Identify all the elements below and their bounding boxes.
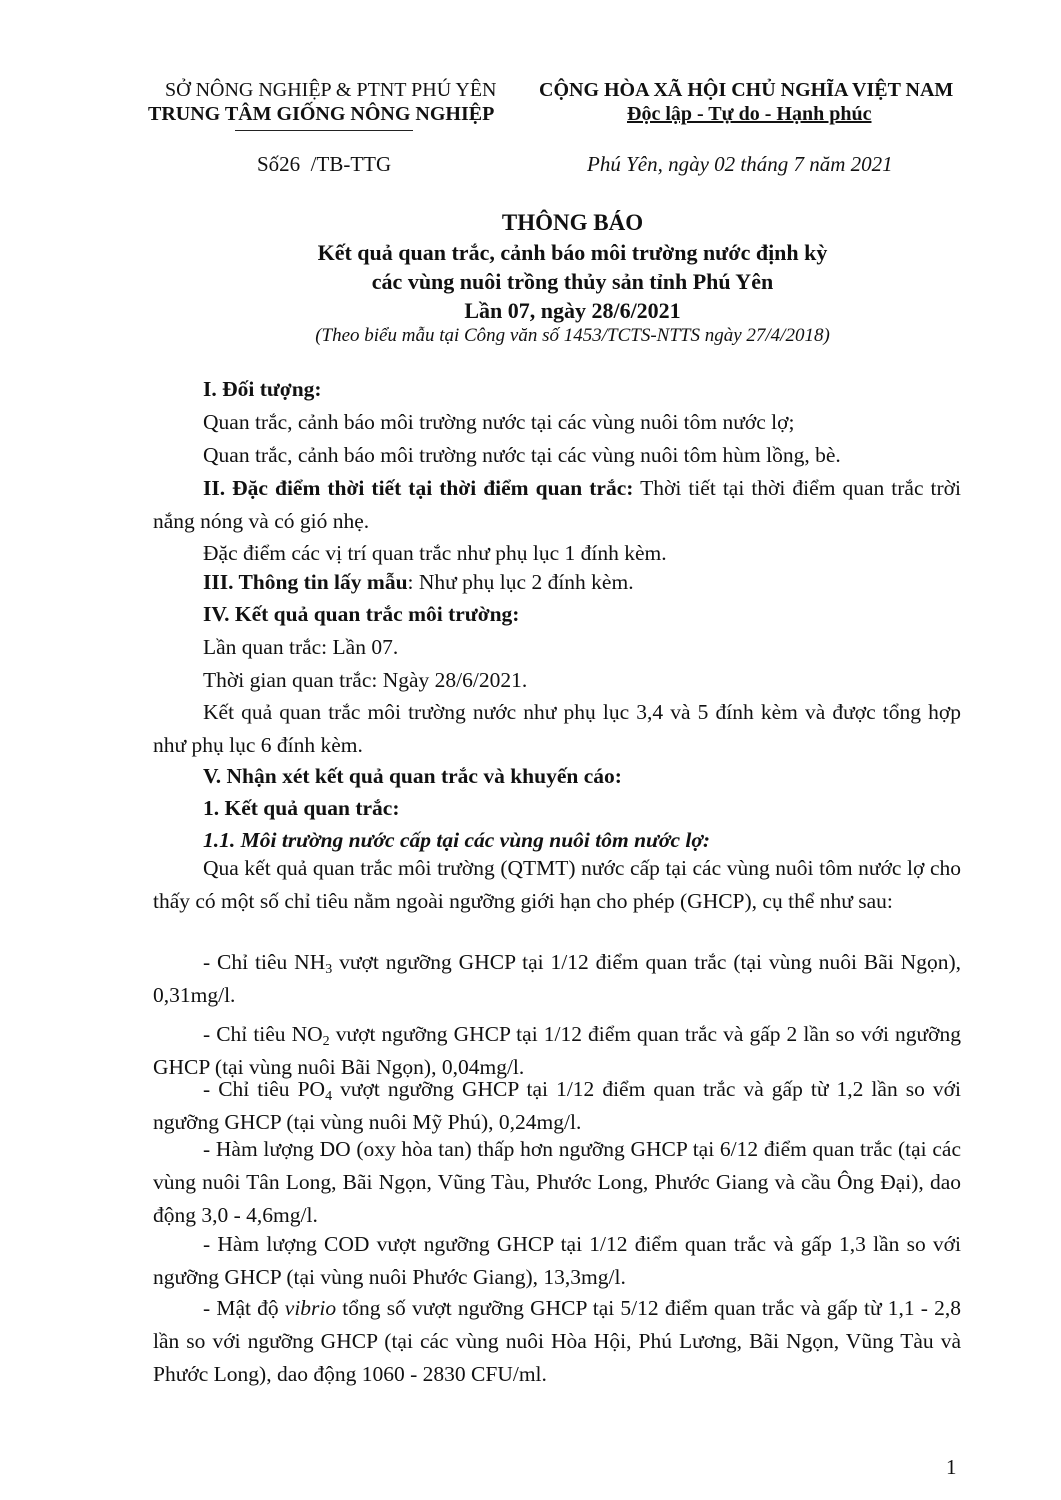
section-3-heading: III. Thông tin lấy mẫu [203, 570, 408, 594]
bullet-po4-pre: - Chỉ tiêu PO [203, 1077, 326, 1101]
section-1-item-1: Quan trắc, cảnh báo môi trường nước tại các vùng nuôi tôm nước lợ; [203, 410, 795, 434]
bullet-vibrio-post: tổng số vượt ngưỡng GHCP tại 5/12 điểm quan trắc và gấp từ 1,1 - 2,8 lần so với ngưỡng GHCP (tại các vùng nuôi Hòa Hội, Phú Lương, Bãi Ngọn, Vũng Tàu và Phước Long), dao động 1060 - 2830 CFU/ml. [153, 1296, 961, 1386]
bullet-do: - Hàm lượng DO (oxy hòa tan) thấp hơn ngưỡng GHCP tại 6/12 điểm quan trắc (tại các vùng nuôi Tân Long, Bãi Ngọn, Vũng Tàu, Phước Long, Phước Giang và cầu Ông Đại), dao động 3,0 - 4,6mg/l. [153, 1137, 961, 1227]
section-5-heading: V. Nhận xét kết quả quan trắc và khuyến cáo: [203, 764, 622, 788]
section-1-item-2: Quan trắc, cảnh báo môi trường nước tại các vùng nuôi tôm hùm lồng, bè. [203, 443, 841, 467]
bullet-po4 [153, 1073, 961, 1139]
section-1-heading: I. Đối tượng: [203, 377, 322, 401]
org-underline [235, 130, 413, 131]
place-date: Phú Yên, ngày 02 tháng 7 năm 2021 [587, 152, 893, 176]
title-line-1: Kết quả quan trắc, cảnh báo môi trường nước định kỳ [317, 240, 828, 265]
bullet-no2-pre: - Chỉ tiêu NO [203, 1022, 323, 1046]
section-2-paragraph [153, 472, 961, 538]
country-line-1: CỘNG HÒA XÃ HỘI CHỦ NGHĨA VIỆT NAM [539, 79, 954, 101]
country-line-2: Độc lập - Tự do - Hạnh phúc [627, 103, 872, 125]
section-5-1-heading: 1. Kết quả quan trắc: [203, 796, 400, 820]
section-4-item-1: Lần quan trắc: Lần 07. [203, 635, 399, 659]
section-3-text: : Như phụ lục 2 đính kèm. [407, 570, 634, 594]
section-2-item-2: Đặc điểm các vị trí quan trắc như phụ lục 1 đính kèm. [203, 541, 667, 565]
bullet-po4-sub: 4 [325, 1089, 333, 1104]
bullet-vibrio [153, 1292, 961, 1391]
section-3-paragraph [203, 566, 634, 599]
section-4-item-2: Thời gian quan trắc: Ngày 28/6/2021. [203, 668, 528, 692]
section-2-text: Thời tiết tại thời điểm quan trắc trời nắng nóng và có gió nhẹ. [153, 476, 961, 533]
bullet-no2-sub: 2 [322, 1034, 330, 1049]
bullet-nh3-pre: - Chỉ tiêu NH [203, 950, 326, 974]
bullet-po4-post: vượt ngưỡng GHCP tại 1/12 điểm quan trắc và gấp từ 1,2 lần so với ngưỡng GHCP (tại vùng nuôi Mỹ Phú), 0,24mg/l. [153, 1077, 961, 1134]
org-line-2: TRUNG TÂM GIỐNG NÔNG NGHIỆP [148, 103, 495, 125]
title-line-3: Lần 07, ngày 28/6/2021 [464, 298, 681, 323]
section-4-item-3: Kết quả quan trắc môi trường nước như phụ lục 3,4 và 5 đính kèm và được tổng hợp như phụ lục 6 đính kèm. [153, 700, 961, 757]
title-line-2: các vùng nuôi trồng thủy sản tỉnh Phú Yên [371, 269, 774, 294]
document-title: THÔNG BÁO [501, 210, 644, 235]
bullet-nh3 [153, 946, 961, 1012]
document-number: Số26 /TB-TTG [257, 152, 392, 176]
bullet-nh3-post: vượt ngưỡng GHCP tại 1/12 điểm quan trắc (tại vùng nuôi Bãi Ngọn), 0,31mg/l. [153, 950, 961, 1007]
bullet-nh3-sub: 3 [325, 962, 333, 977]
section-5-1-1-heading: 1.1. Môi trường nước cấp tại các vùng nuôi tôm nước lợ: [203, 828, 711, 852]
bullet-vibrio-italic: vibrio [284, 1296, 337, 1320]
bullet-cod: - Hàm lượng COD vượt ngưỡng GHCP tại 1/12 điểm quan trắc và gấp 1,3 lần so với ngưỡng GHCP (tại vùng nuôi Phước Giang), 13,3mg/l. [153, 1232, 961, 1289]
bullet-vibrio-pre: - Mật độ [203, 1296, 285, 1320]
page-number: 1 [946, 1455, 957, 1479]
title-note: (Theo biểu mẫu tại Công văn số 1453/TCTS-NTTS ngày 27/4/2018) [315, 325, 830, 346]
section-2-heading: II. Đặc điểm thời tiết tại thời điểm quan trắc: [203, 476, 634, 500]
org-line-1: SỞ NÔNG NGHIỆP & PTNT PHÚ YÊN [165, 79, 497, 101]
bullet-no2-post: vượt ngưỡng GHCP tại 1/12 điểm quan trắc và gấp 2 lần so với ngưỡng GHCP (tại vùng nuôi Bãi Ngọn), 0,04mg/l. [153, 1022, 961, 1079]
section-4-heading: IV. Kết quả quan trắc môi trường: [203, 602, 520, 626]
section-5-intro: Qua kết quả quan trắc môi trường (QTMT) nước cấp tại các vùng nuôi tôm nước lợ cho thấy có một số chỉ tiêu nằm ngoài ngưỡng giới hạn cho phép (GHCP), cụ thể như sau: [153, 856, 961, 913]
